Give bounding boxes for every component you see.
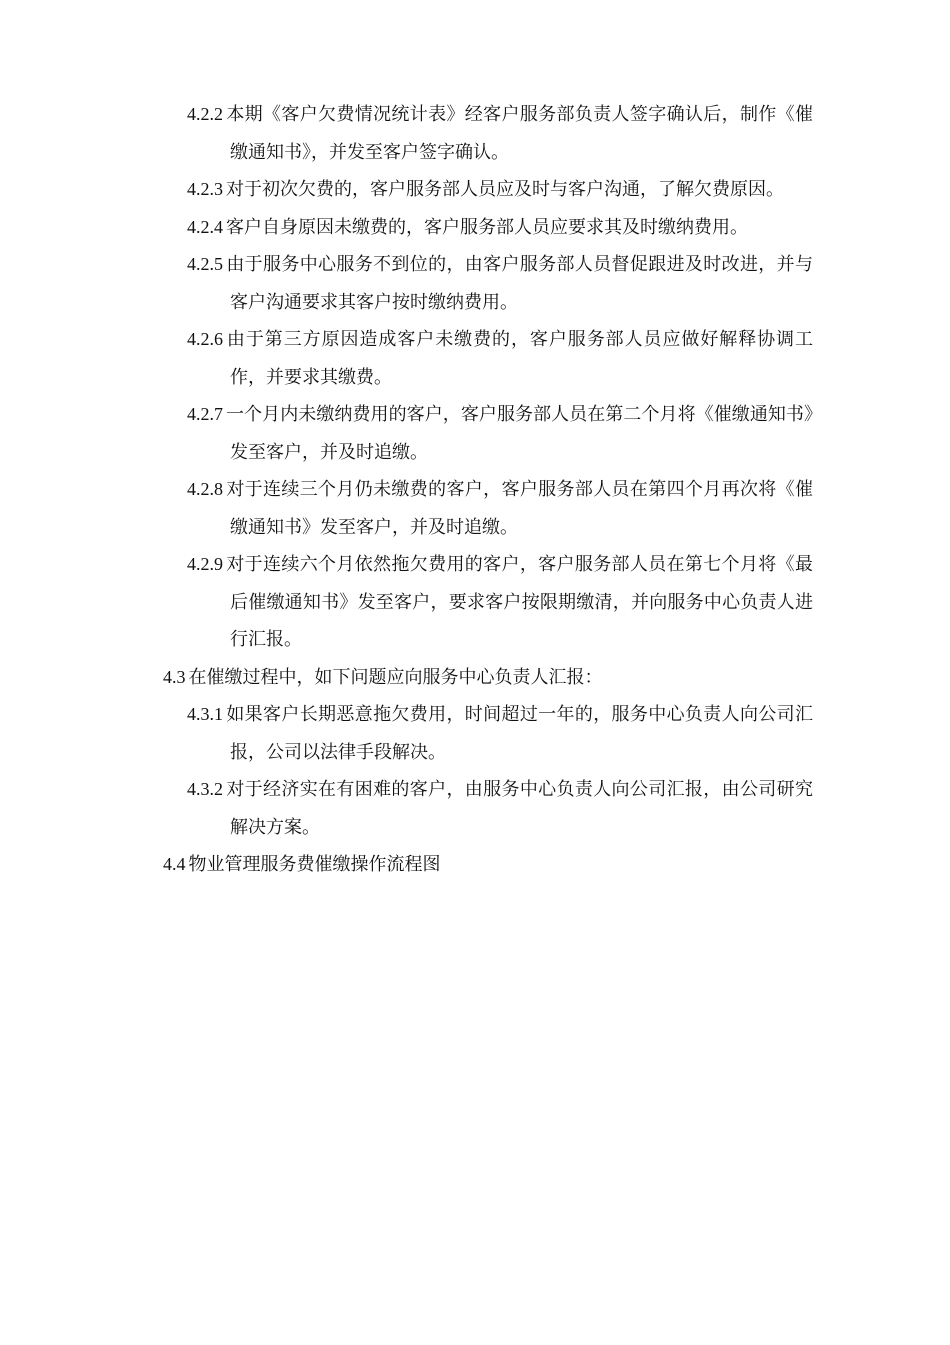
section-number: 4.4 — [163, 854, 186, 874]
clause-number: 4.2.4 — [187, 216, 223, 237]
clause-number: 4.2.3 — [187, 179, 223, 199]
clause-text: 对于连续三个月仍未缴费的客户，客户服务部人员在第四个月再次将《催缴通知书》发至客户，并及时追缴。 — [226, 479, 813, 538]
clause-text: 由于第三方原因造成客户未缴费的，客户服务部人员应做好解释协调工作，并要求其缴费。 — [226, 329, 813, 388]
clause-4-2-6 — [163, 321, 813, 396]
section-number: 4.3 — [163, 666, 186, 687]
clause-text: 一个月内未缴纳费用的客户，客户服务部人员在第二个月将《催缴通知书》发至客户，并及时追缴。 — [226, 404, 813, 463]
section-text: 物业管理服务费催缴操作流程图 — [188, 854, 441, 875]
document-body — [163, 96, 813, 884]
section-4-4 — [163, 846, 813, 884]
clause-text: 客户自身原因未缴费的，客户服务部人员应要求其及时缴纳费用。 — [226, 216, 748, 238]
clause-number: 4.2.9 — [187, 554, 223, 574]
clause-text: 本期《客户欠费情况统计表》经客户服务部负责人签字确认后，制作《催缴通知书》，并发至客户签字确认。 — [226, 104, 813, 163]
clause-4-3-2 — [163, 771, 813, 846]
clause-4-2-3 — [163, 171, 813, 209]
clause-number: 4.3.1 — [187, 704, 223, 724]
clause-text: 对于经济实在有困难的客户，由服务中心负责人向公司汇报，由公司研究解决方案。 — [226, 779, 813, 838]
clause-4-2-9 — [163, 546, 813, 659]
clause-4-2-5 — [163, 246, 813, 321]
clause-4-2-7 — [163, 396, 813, 471]
clause-4-2-8 — [163, 471, 813, 546]
clause-number: 4.2.7 — [187, 404, 223, 424]
clause-text: 如果客户长期恶意拖欠费用，时间超过一年的，服务中心负责人向公司汇报，公司以法律手段解决。 — [226, 704, 813, 763]
clause-number: 4.3.2 — [187, 779, 223, 799]
clause-text: 对于初次欠费的，客户服务部人员应及时与客户沟通，了解欠费原因。 — [226, 179, 784, 200]
section-text: 在催缴过程中，如下问题应向服务中心负责人汇报： — [188, 666, 603, 688]
clause-number: 4.2.5 — [187, 254, 223, 274]
clause-4-2-2 — [163, 96, 813, 171]
clause-text: 对于连续六个月依然拖欠费用的客户，客户服务部人员在第七个月将《最后催缴通知书》发至客户，要求客户按限期缴清，并向服务中心负责人进行汇报。 — [226, 554, 813, 650]
section-4-3 — [163, 659, 813, 697]
clause-number: 4.2.2 — [187, 104, 223, 124]
clause-number: 4.2.8 — [187, 479, 223, 499]
clause-text: 由于服务中心服务不到位的，由客户服务部人员督促跟进及时改进，并与客户沟通要求其客户按时缴纳费用。 — [226, 254, 813, 313]
clause-4-3-1 — [163, 696, 813, 771]
clause-4-2-4 — [163, 209, 813, 247]
clause-number: 4.2.6 — [187, 329, 223, 349]
